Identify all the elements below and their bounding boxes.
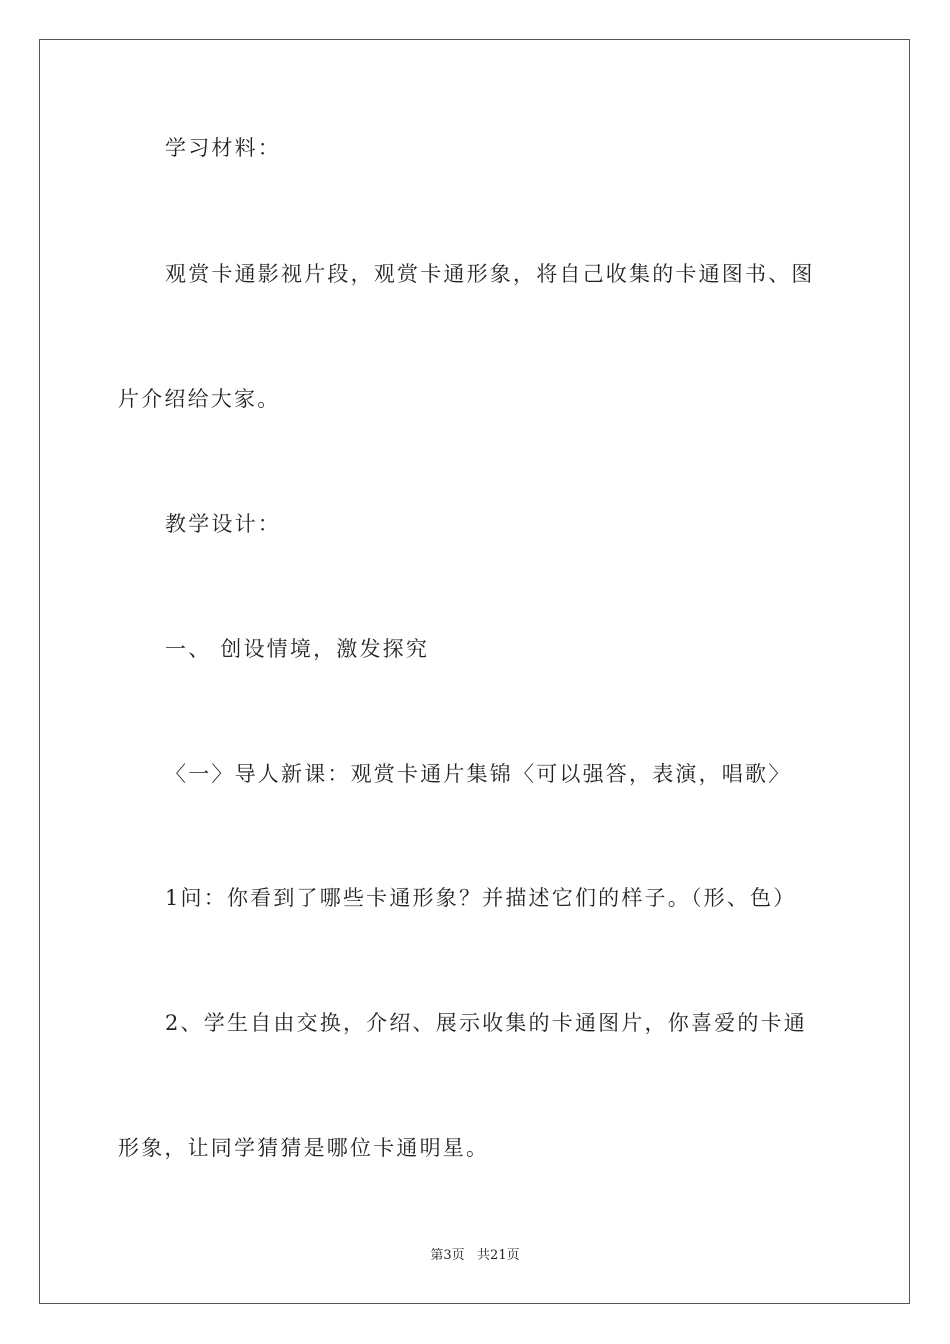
item-2-line-2: 形象，让同学猜猜是哪位卡通明星。 (118, 1136, 490, 1160)
subsection-intro: 〈一〉导人新课：观赏卡通片集锦〈可以强答，表演，唱歌〉 (165, 762, 792, 786)
page-frame (39, 39, 910, 1304)
paragraph-materials-body-line-1: 观赏卡通影视片段，观赏卡通形象，将自己收集的卡通图书、图 (165, 262, 815, 286)
page-number-footer: 第3页 共21页 (430, 1248, 520, 1263)
paragraph-materials-body-line-2: 片介绍给大家。 (118, 387, 281, 411)
paragraph-materials-heading: 学习材料： (165, 136, 281, 160)
section-heading-one: 一、 创设情境，激发探究 (165, 637, 430, 661)
item-1-question: 1问：你看到了哪些卡通形象？并描述它们的样子。（形、色） (165, 886, 797, 910)
item-2-line-1: 2、学生自由交换，介绍、展示收集的卡通图片，你喜爱的卡通 (165, 1011, 807, 1035)
paragraph-design-heading: 教学设计： (165, 512, 281, 536)
